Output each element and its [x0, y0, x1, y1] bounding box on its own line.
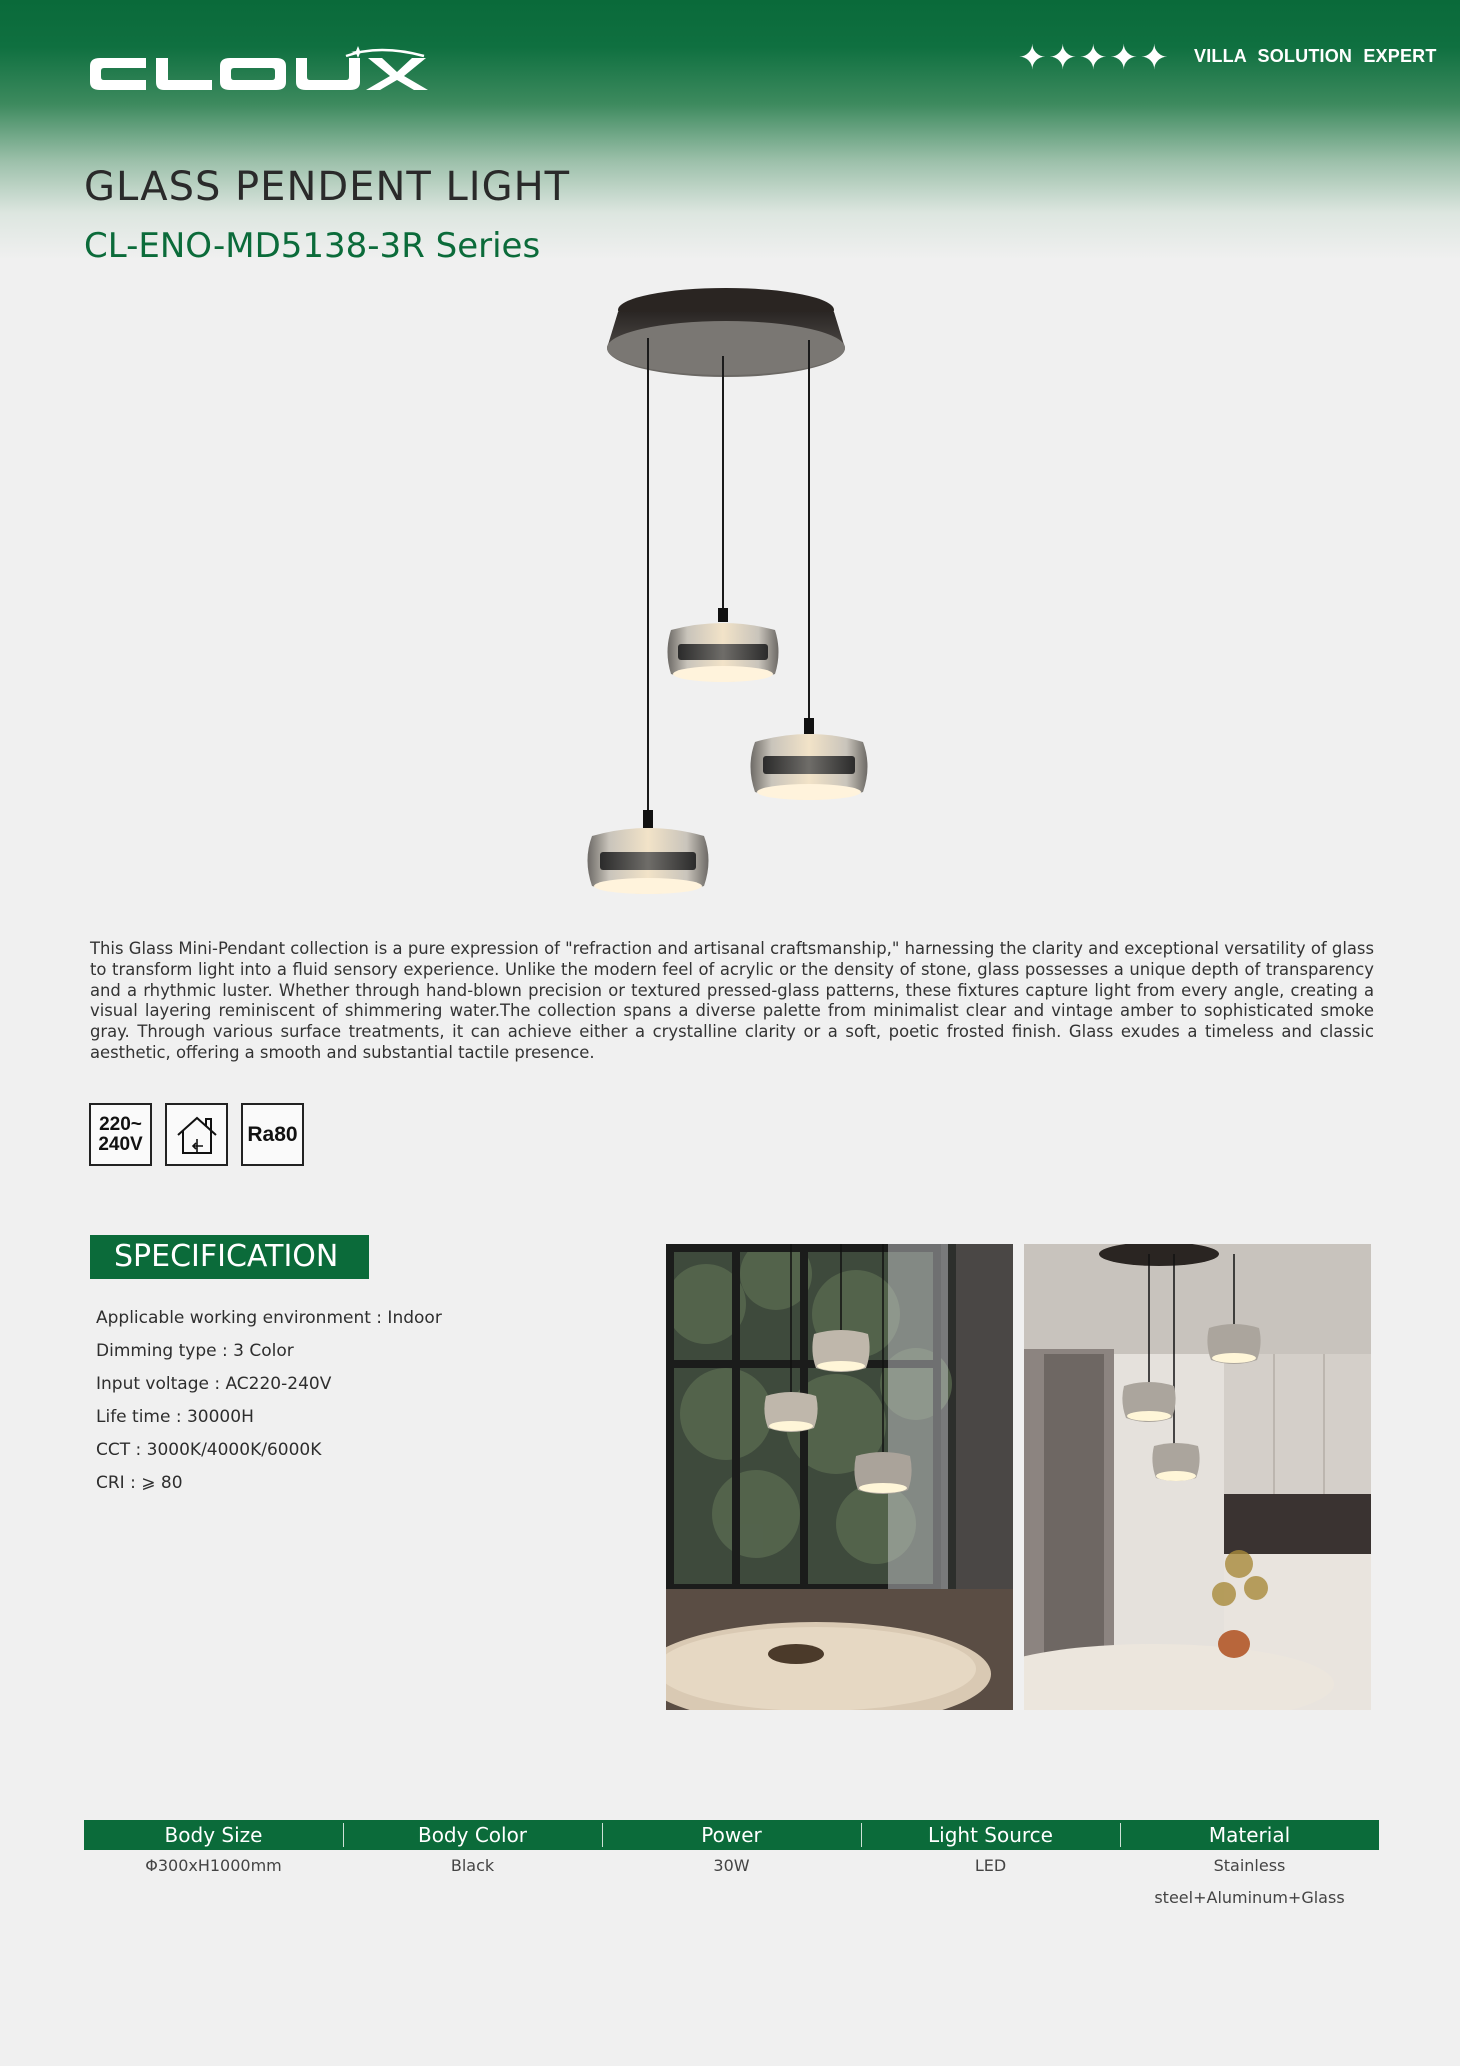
- table-header-cell: Body Size: [164, 1823, 263, 1847]
- table-header-cell: Power: [602, 1820, 861, 1850]
- product-series: CL-ENO-MD5138-3R Series: [84, 226, 541, 266]
- voltage-badge: [89, 1103, 152, 1166]
- table-cell: Φ300xH1000mm: [145, 1856, 282, 1875]
- cri-badge: Ra80: [241, 1103, 304, 1166]
- spec-item: Input voltage : AC220-240V: [96, 1374, 332, 1394]
- specification-list: [96, 1302, 442, 1500]
- header-band: [0, 0, 1460, 260]
- star-icon: ✦: [1079, 38, 1108, 78]
- star-icon: ✦: [1018, 38, 1047, 78]
- dining-room-photo-kitchen: [1024, 1244, 1371, 1710]
- spec-item: Dimming type : 3 Color: [96, 1341, 294, 1361]
- table-header-cell: Material: [1120, 1820, 1379, 1850]
- brand-tagline: VILLA SOLUTION EXPERT: [1194, 46, 1437, 66]
- product-title: GLASS PENDENT LIGHT: [84, 164, 571, 210]
- voltage-line-1: 220~: [99, 1113, 142, 1135]
- star-icon: ✦: [1140, 38, 1169, 78]
- spec-item: CRI : ⩾ 80: [96, 1473, 183, 1493]
- product-spec-table: [84, 1820, 1379, 1907]
- specification-heading: SPECIFICATION: [90, 1235, 369, 1279]
- star-icon: ✦: [1109, 38, 1138, 78]
- star-icon: ✦: [1048, 38, 1077, 78]
- table-header-row: [84, 1820, 1379, 1850]
- table-header-cell: Body Color: [343, 1820, 602, 1850]
- table-cell: Black: [450, 1856, 495, 1875]
- table-row: [84, 1850, 1379, 1907]
- table-cell: Stainless steel+Aluminum+Glass: [1154, 1856, 1345, 1907]
- voltage-line-2: 240V: [98, 1133, 143, 1155]
- pendant-light-product-image: [560, 280, 900, 910]
- cloux-logo: [84, 44, 436, 102]
- product-description: This Glass Mini-Pendant collection is a pure expression of "refraction and artisanal craftsmanship," harnessing the clarity and exceptional versatility of glass to transform light into a fluid sensory experience. Unlike the modern feel of acrylic or the density of stone, glass possesses a unique depth of transparency and a rhythmic luster. Whether through hand-blown precision or textured pressed-glass patterns, these fixtures capture light from every angle, creating a visual layering reminiscent of shimmering water.The collection spans a diverse palette from minimalist clear and vintage amber to sophisticated smoke gray. Through various surface treatments, it can achieve either a crystalline clarity or a soft, poetic frosted finish. Glass exudes a timeless and classic aesthetic, offering a smooth and substantial tactile presence.: [90, 939, 1374, 1062]
- feature-badges: [89, 1103, 304, 1166]
- rating-stars: [1018, 38, 1169, 78]
- table-cell: 30W: [713, 1856, 750, 1875]
- table-header-cell: Light Source: [861, 1820, 1120, 1850]
- spec-item: Life time : 30000H: [96, 1407, 254, 1427]
- spec-item: Applicable working environment : Indoor: [96, 1308, 442, 1328]
- indoor-house-icon: [165, 1103, 228, 1166]
- table-cell: LED: [974, 1856, 1007, 1875]
- dining-room-photo-window: [666, 1244, 1013, 1710]
- spec-item: CCT : 3000K/4000K/6000K: [96, 1440, 322, 1460]
